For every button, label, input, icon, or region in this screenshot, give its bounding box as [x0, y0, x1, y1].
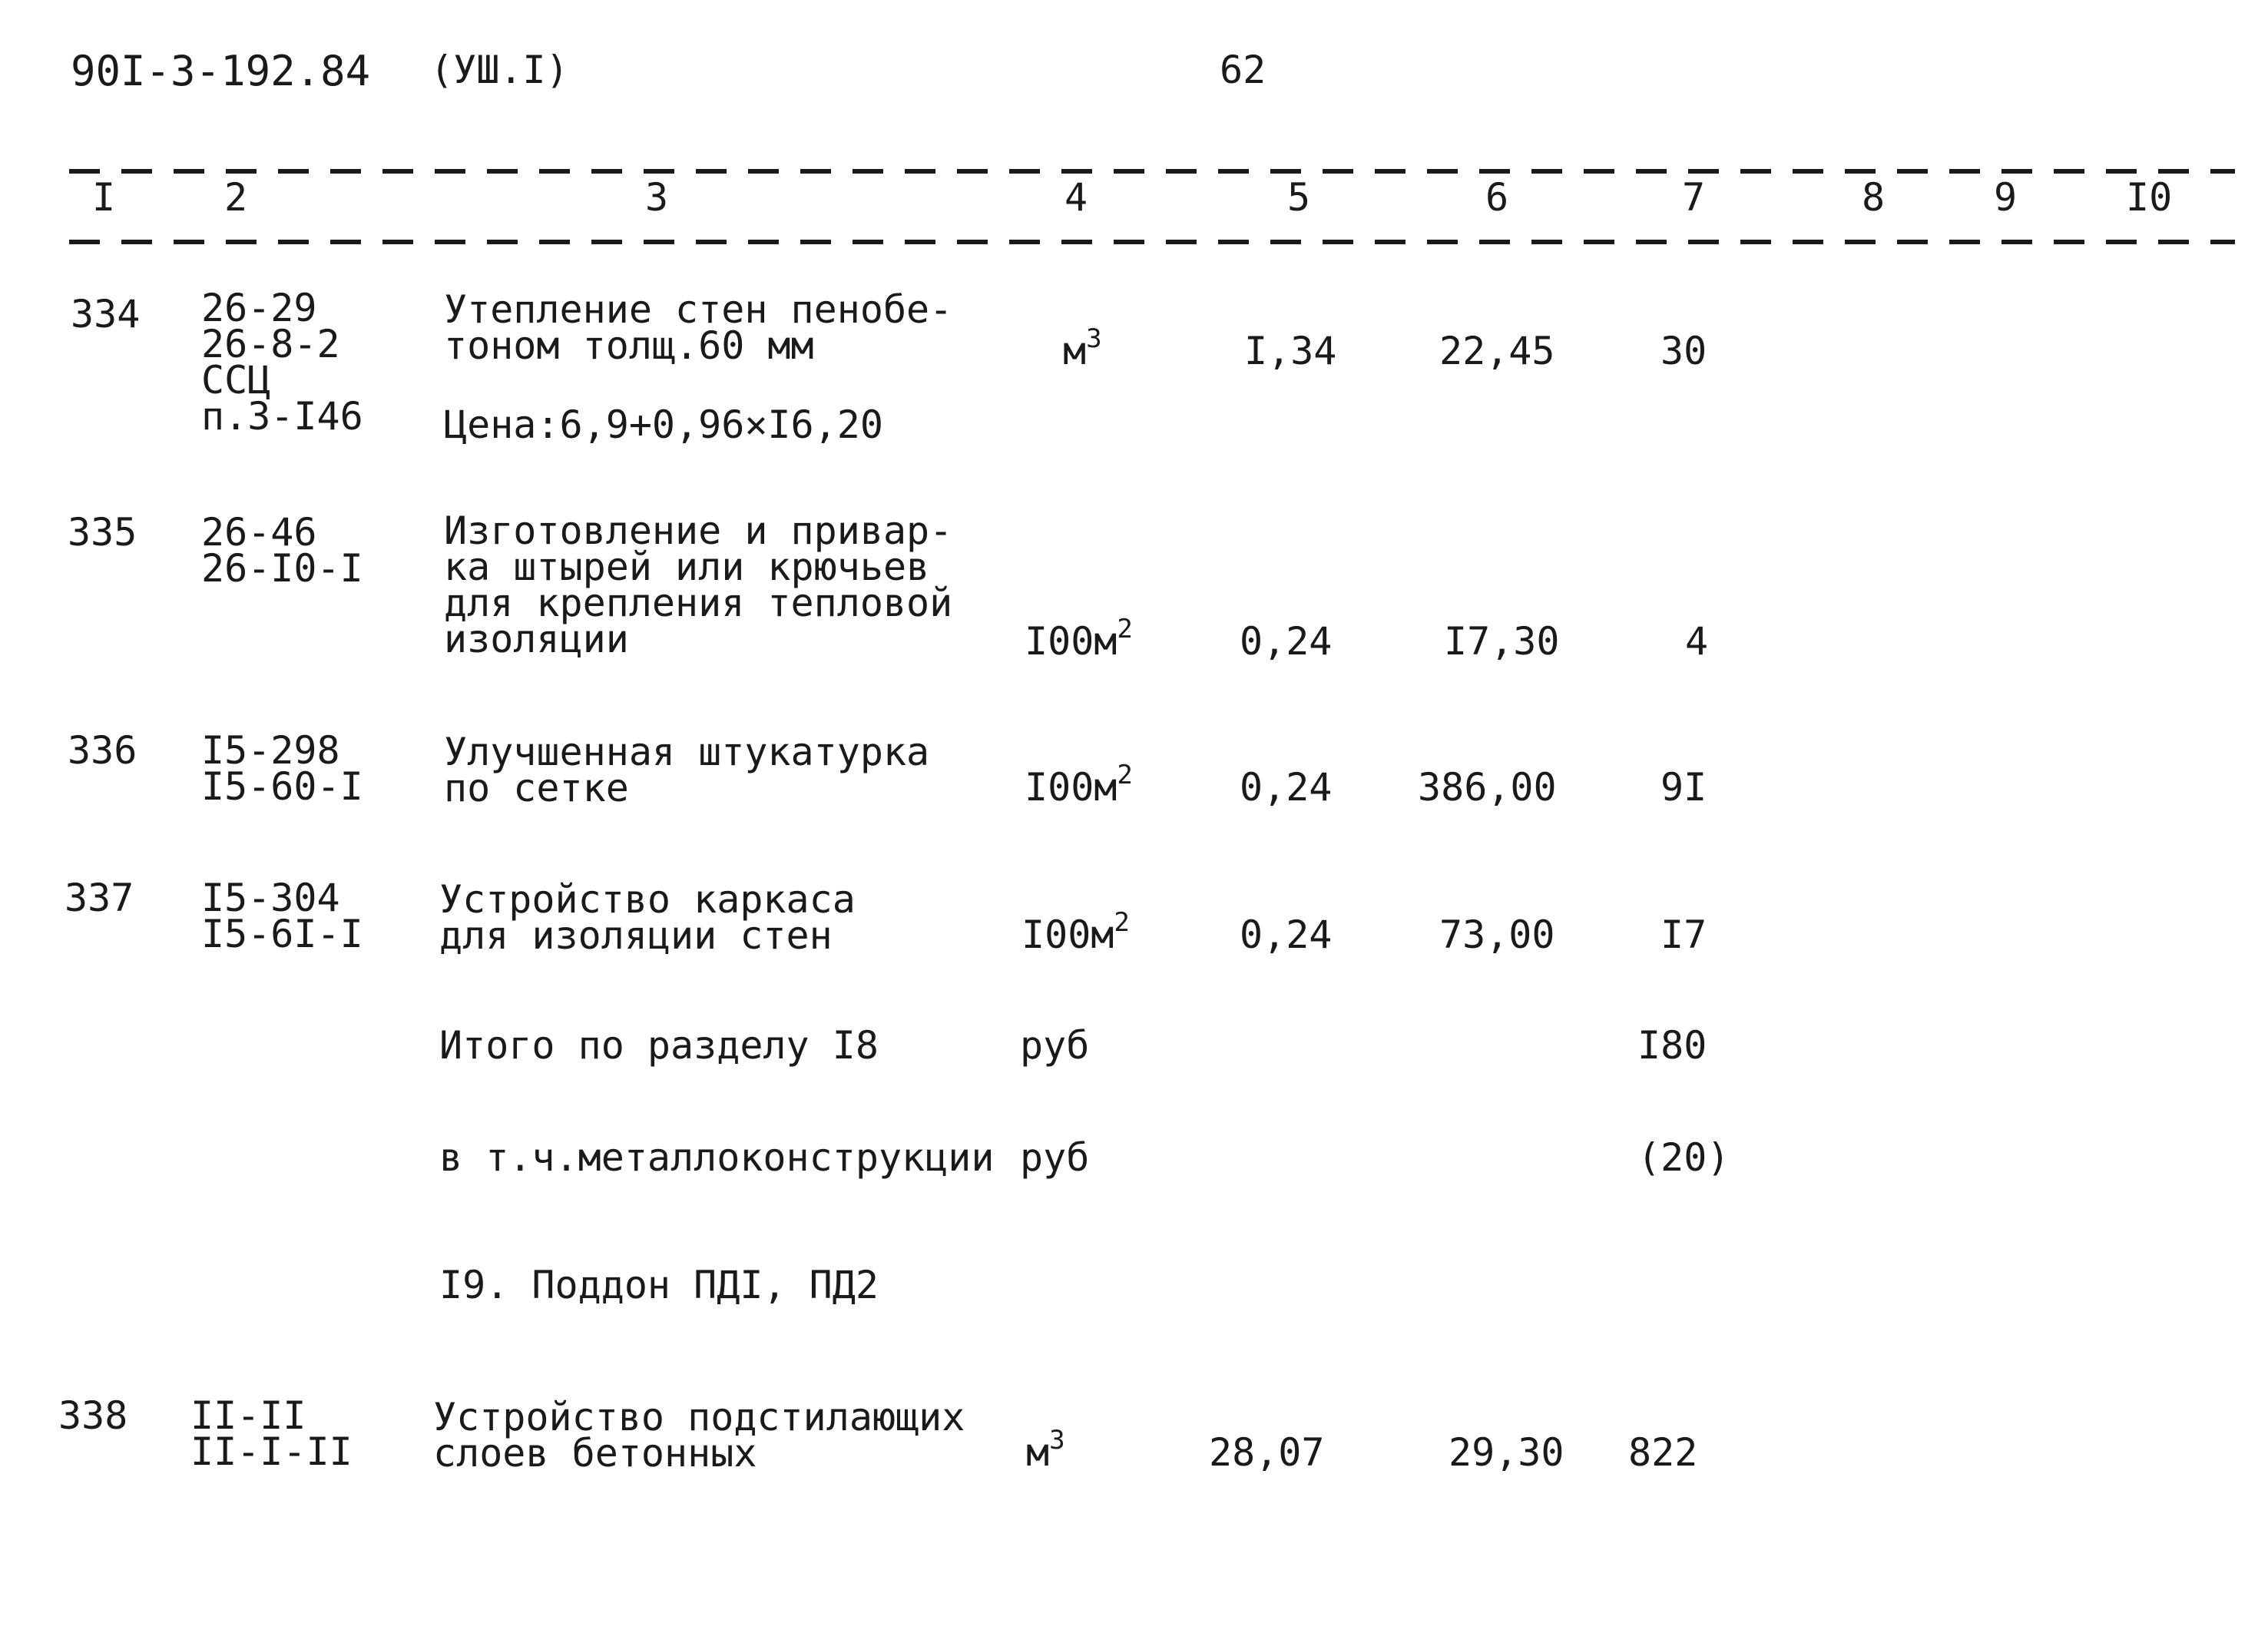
unit-price: 386,00	[1418, 765, 1557, 810]
column-header-3: 3	[645, 175, 669, 220]
total-cost: 30	[1660, 329, 1707, 373]
column-header-9: 9	[1994, 175, 2018, 220]
unit-price: 22,45	[1439, 329, 1555, 373]
header-bottom-rule	[69, 240, 2235, 244]
unit-price: 73,00	[1439, 913, 1555, 957]
unit: $I00м^2$	[1025, 614, 1133, 664]
page-number: 62	[1220, 48, 1266, 92]
unit: $м^3$	[1026, 1425, 1065, 1475]
header-top-rule	[69, 169, 2235, 174]
unit: $I00м^2$	[1025, 760, 1133, 810]
row-number: 337	[65, 876, 134, 920]
quantity: 28,07	[1209, 1430, 1325, 1475]
column-header-4: 4	[1064, 175, 1088, 220]
work-description: Улучшенная штукатурка по сетке	[444, 730, 930, 810]
section-heading: I9. Поддон ПДI, ПД2	[439, 1263, 879, 1307]
work-description: Устройство подстилающих слоев бетонных	[433, 1395, 965, 1476]
total-cost: 4	[1685, 619, 1709, 664]
total-cost: I7	[1660, 913, 1707, 957]
total-cost: 9I	[1660, 765, 1707, 810]
rate-codes: II-II II-I-II	[190, 1393, 353, 1474]
row-number: 334	[71, 292, 141, 336]
quantity: 0,24	[1240, 765, 1333, 810]
subtotal-total: I80	[1637, 1023, 1707, 1068]
metal-structures-unit: руб	[1020, 1135, 1090, 1180]
total-cost: 822	[1628, 1430, 1698, 1475]
row-number: 338	[58, 1393, 128, 1438]
rate-codes: 26-46 26-I0-I	[201, 510, 363, 591]
row-number: 336	[68, 728, 137, 773]
album-label: (УШ.I)	[430, 48, 569, 92]
metal-structures-total: (20)	[1637, 1135, 1730, 1180]
quantity: I,34	[1244, 329, 1337, 373]
rate-codes: I5-298 I5-60-I	[201, 728, 363, 809]
column-header-7: 7	[1682, 175, 1706, 220]
column-header-8: 8	[1862, 175, 1886, 220]
subtotal-label: Итого по разделу I8	[439, 1023, 879, 1068]
document-code: 90I-3-192.84	[71, 47, 371, 95]
subtotal-unit: руб	[1020, 1023, 1090, 1068]
unit-price: 29,30	[1449, 1430, 1564, 1475]
rate-codes: 26-29 26-8-2 ССЦ п.3-I46	[201, 286, 363, 439]
work-description: Утепление стен пенобе- тоном толщ.60 мм	[444, 287, 953, 368]
metal-structures-label: в т.ч.металлоконструкции	[439, 1135, 995, 1180]
work-description: Изготовление и привар- ка штырей или крючьев для крепления тепловой изоляции	[444, 508, 953, 661]
column-header-6: 6	[1485, 175, 1509, 220]
column-header-10: I0	[2126, 175, 2173, 220]
column-header-1: I	[92, 175, 116, 220]
work-description: Устройство каркаса для изоляции стен	[439, 877, 856, 958]
row-number: 335	[68, 510, 137, 555]
rate-codes: I5-304 I5-6I-I	[201, 876, 363, 956]
quantity: 0,24	[1240, 619, 1333, 664]
column-header-5: 5	[1287, 175, 1311, 220]
price-note: Цена:6,9+0,96×I6,20	[444, 402, 883, 447]
unit-price: I7,30	[1444, 619, 1560, 664]
unit: $м^3$	[1063, 323, 1102, 373]
column-header-2: 2	[224, 175, 248, 220]
unit: $I00м^2$	[1021, 907, 1130, 957]
quantity: 0,24	[1240, 913, 1333, 957]
